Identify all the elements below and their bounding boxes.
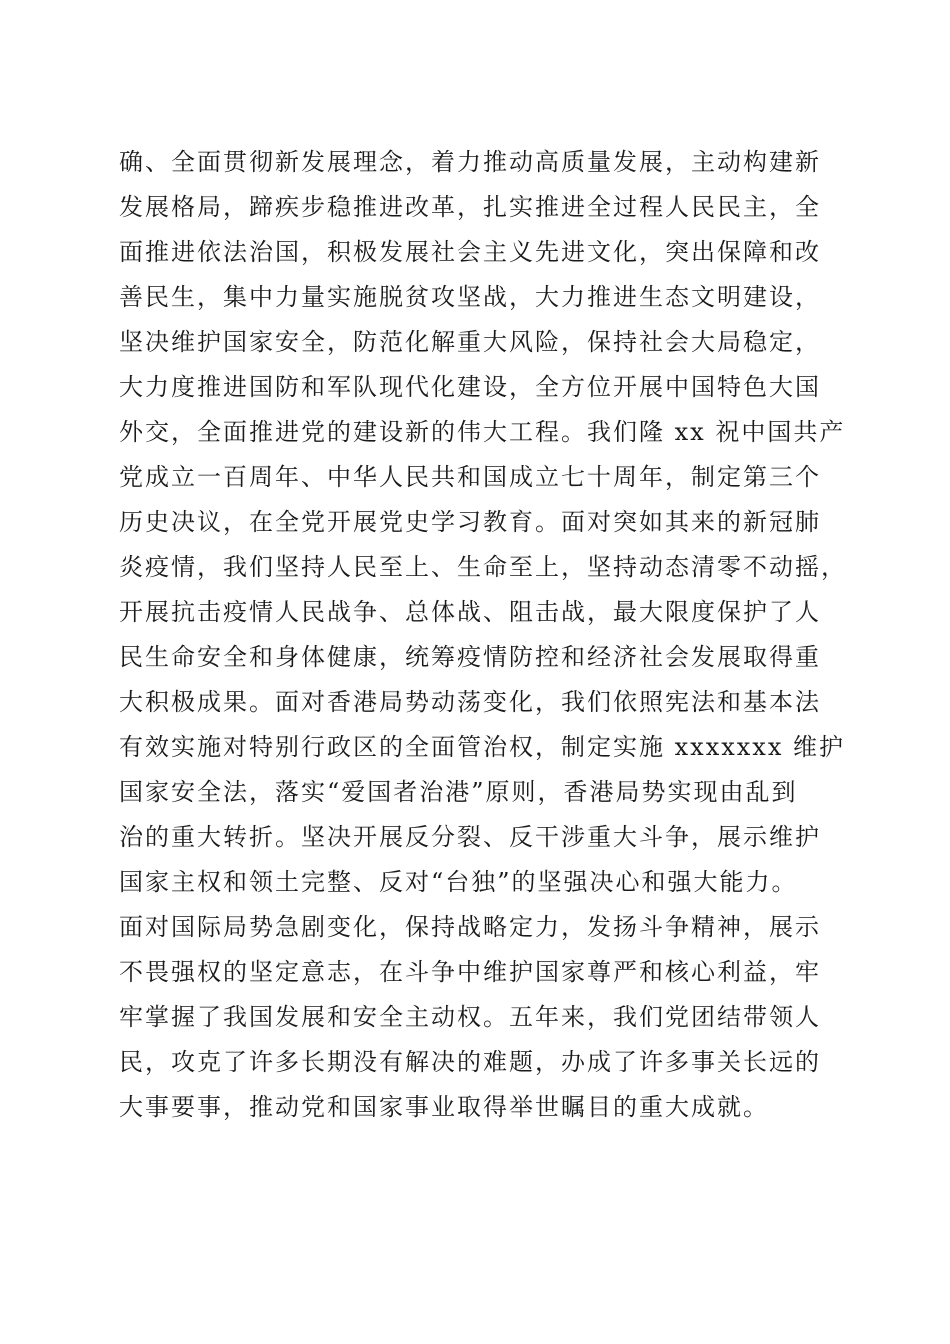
body-paragraph — [119, 140, 847, 1130]
text-line: 大积极成果。面对香港局势动荡变化，我们依照宪法和基本法 — [119, 688, 821, 716]
text-line: 外交，全面推进党的建设新的伟大工程。我们隆 xx 祝中国共产 — [119, 418, 846, 446]
text-line: 善民生，集中力量实施脱贫攻坚战，大力推进生态文明建设， — [119, 283, 821, 311]
text-line: 炎疫情，我们坚持人民至上、生命至上，坚持动态清零不动摇， — [119, 553, 847, 581]
text-line: 开展抗击疫情人民战争、总体战、阻击战，最大限度保护了人 — [119, 598, 821, 626]
text-line: 民，攻克了许多长期没有解决的难题，办成了许多事关长远的 — [119, 1048, 821, 1076]
text-line: 大事要事，推动党和国家事业取得举世瞩目的重大成就。 — [119, 1093, 769, 1121]
text-line: 有效实施对特别行政区的全面管治权，制定实施 xxxxxxx 维护 — [119, 733, 846, 761]
text-line: 党成立一百周年、中华人民共和国成立七十周年，制定第三个 — [119, 463, 821, 491]
text-line: 国家安全法，落实“爱国者治港”原则，香港局势实现由乱到 — [119, 778, 798, 806]
text-line: 大力度推进国防和军队现代化建设，全方位开展中国特色大国 — [119, 373, 821, 401]
text-line: 民生命安全和身体健康，统筹疫情防控和经济社会发展取得重 — [119, 643, 821, 671]
text-line: 确、全面贯彻新发展理念，着力推动高质量发展，主动构建新 — [119, 148, 821, 176]
text-line: 国家主权和领土完整、反对“台独”的坚强决心和强大能力。 — [119, 868, 798, 896]
text-line: 治的重大转折。坚决开展反分裂、反干涉重大斗争，展示维护 — [119, 823, 821, 851]
text-line: 发展格局，蹄疾步稳推进改革，扎实推进全过程人民民主，全 — [119, 193, 821, 221]
text-line: 面推进依法治国，积极发展社会主义先进文化，突出保障和改 — [119, 238, 821, 266]
text-line: 坚决维护国家安全，防范化解重大风险，保持社会大局稳定， — [119, 328, 821, 356]
text-line: 不畏强权的坚定意志，在斗争中维护国家尊严和核心利益，牢 — [119, 958, 821, 986]
text-line: 历史决议，在全党开展党史学习教育。面对突如其来的新冠肺 — [119, 508, 821, 536]
text-line: 面对国际局势急剧变化，保持战略定力，发扬斗争精神，展示 — [119, 913, 821, 941]
text-line: 牢掌握了我国发展和安全主动权。五年来，我们党团结带领人 — [119, 1003, 821, 1031]
